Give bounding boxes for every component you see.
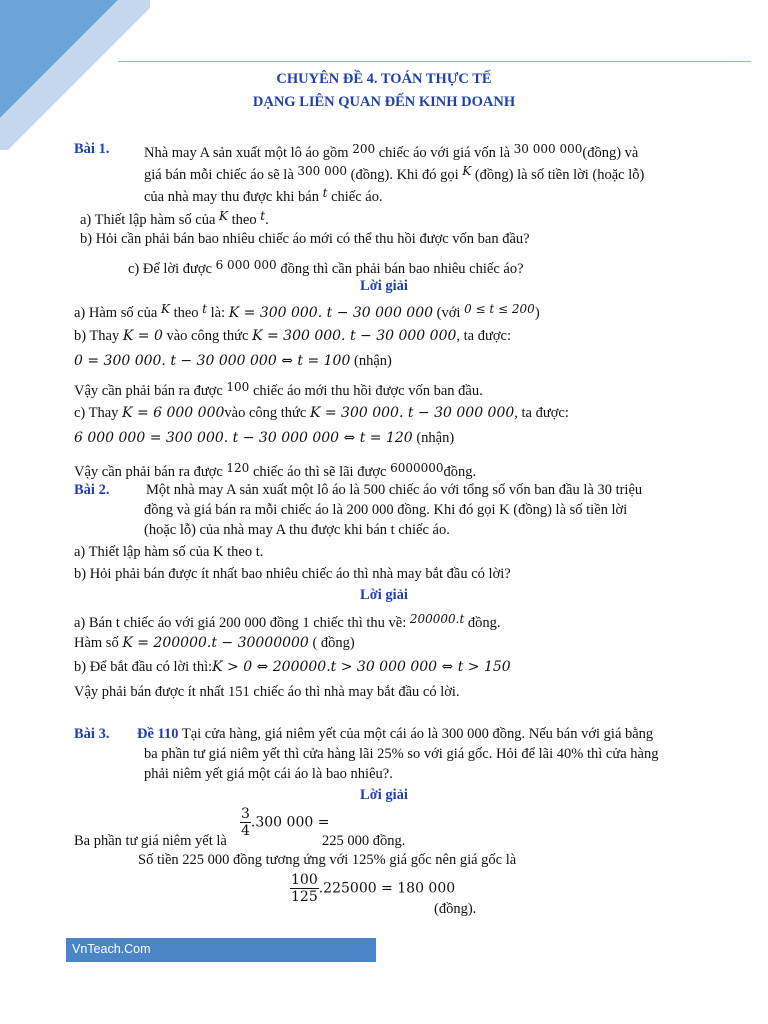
bai2-line3: (hoặc lỗ) của nhà may A thu được khi bán t chiếc áo. [144,522,450,538]
bai1-label: Bài 1. [74,141,110,157]
bai2-conclusion: Vậy phải bán được ít nhất 151 chiếc áo thì nhà may bắt đầu có lời. [74,684,460,700]
bai1-question-a: a) Thiết lập hàm số của $^K$ theo $^t$. [80,209,269,228]
bai3-line3: phải niêm yết giá một cái áo là bao nhiêu?. [144,766,393,782]
bai1-conclusion-b: Vậy cần phải bán ra được $^{100}$ chiếc áo mới thu hồi được vốn ban đầu. [74,380,483,399]
bai1-question-c: c) Để lời được $^{6 000 000}$ đồng thì cần phải bán bao nhiêu chiếc áo? [128,258,524,277]
bai1-line2: giá bán mỗi chiếc áo sẽ là $^{300 000}$ (đồng). Khi đó gọi $^K$ (đồng) là số tiền lời (hoặc lỗ) [144,164,645,183]
bai1-solution-b-eq: 0 = 300 000. t − 30 000 000 ⇔ t = 100 (nhận) [74,353,392,369]
bai3-line2: ba phần tư giá niêm yết thì cửa hàng lãi 25% so với giá gốc. Hỏi để lãi 40% thì cửa hàng [144,746,659,762]
bai3-unit: (đồng). [434,901,477,917]
bai1-solution-heading: Lời giải [360,278,408,294]
page-title: CHUYÊN ĐỀ 4. TOÁN THỰC TẾ [276,71,492,87]
bai1-line3: của nhà may thu được khi bán $^t$ chiếc áo. [144,186,383,205]
page-subtitle: DẠNG LIÊN QUAN ĐẾN KINH DOANH [252,94,516,110]
bai1-line1: Nhà may A sản xuất một lô áo gồm $^{200}$ chiếc áo với giá vốn là $^{30 000 000}$(đồng) và [144,142,639,161]
bai1-solution-c-eq: 6 000 000 = 300 000. t − 30 000 000 ⇔ t = 120 (nhận) [74,430,455,446]
bai3-line1: Đề 110 Tại cửa hàng, giá niêm yết của một cái áo là 300 000 đồng. Nếu bán với giá bằng [137,726,654,742]
header-rule [118,61,751,62]
bai3-label: Bài 3. [74,726,110,742]
bai2-question-a: a) Thiết lập hàm số của K theo t. [74,544,264,560]
footer-brand[interactable]: VnTeach.Com [72,942,151,956]
bai3-three-quarters-label: Ba phần tư giá niêm yết là [74,833,227,849]
bai2-line1: Một nhà may A sản xuất một lô áo là 500 chiếc áo với tổng số vốn ban đầu là 30 triệu [146,482,643,498]
bai1-question-b: b) Hỏi cần phải bán bao nhiêu chiếc áo mới có thể thu hồi được vốn ban đầu? [80,231,530,247]
bai1-solution-c: c) Thay K = 6 000 000vào công thức K = 300 000. t − 30 000 000, ta được: [74,405,569,421]
bai2-solution-heading: Lời giải [360,587,408,603]
bai2-question-b: b) Hỏi phải bán được ít nhất bao nhiêu chiếc áo thì nhà may bắt đầu có lời? [74,566,511,582]
footer-bar [66,938,376,962]
bai3-solution-heading: Lời giải [360,787,408,803]
bai1-conclusion-c: Vậy cần phải bán ra được $^{120}$ chiếc áo thì sẽ lãi được $^{6000000}$đồng. [74,461,477,480]
bai3-result-225000: 225 000 đồng. [322,833,406,849]
bai2-line2: đồng và giá bán ra mỗi chiếc áo là 200 000 đồng. Khi đó gọi K (đồng) là số tiền lời [144,502,628,518]
bai1-solution-b: b) Thay K = 0 vào công thức K = 300 000. t − 30 000 000, ta được: [74,328,511,344]
bai2-label: Bài 2. [74,482,110,498]
bai2-solution-b: b) Để bắt đầu có lời thì:K > 0 ⇔ 200000.t > 30 000 000 ⇔ t > 150 [74,659,511,675]
bai3-original-price-text: Số tiền 225 000 đồng tương ứng với 125% giá gốc nên giá gốc là [138,852,517,868]
bai2-solution-a: a) Bán t chiếc áo với giá 200 000 đồng 1 chiếc thì thu về: $^{200000.t}$ đồng. [74,612,501,631]
bai3-fraction-100-125: $\frac{100}{125}$ .225000 = 180 000 [291,872,456,905]
bai2-function: Hàm số K = 200000.t − 30000000 ( đồng) [74,635,355,651]
bai1-solution-a: a) Hàm số của $^K$ theo $^t$ là: K = 300 000. t − 30 000 000 (với $^{0 \le t \le 200}$) [74,302,540,321]
bai3-fraction-3-4: $\frac{3}{4}$ .300 000 = [241,806,330,839]
